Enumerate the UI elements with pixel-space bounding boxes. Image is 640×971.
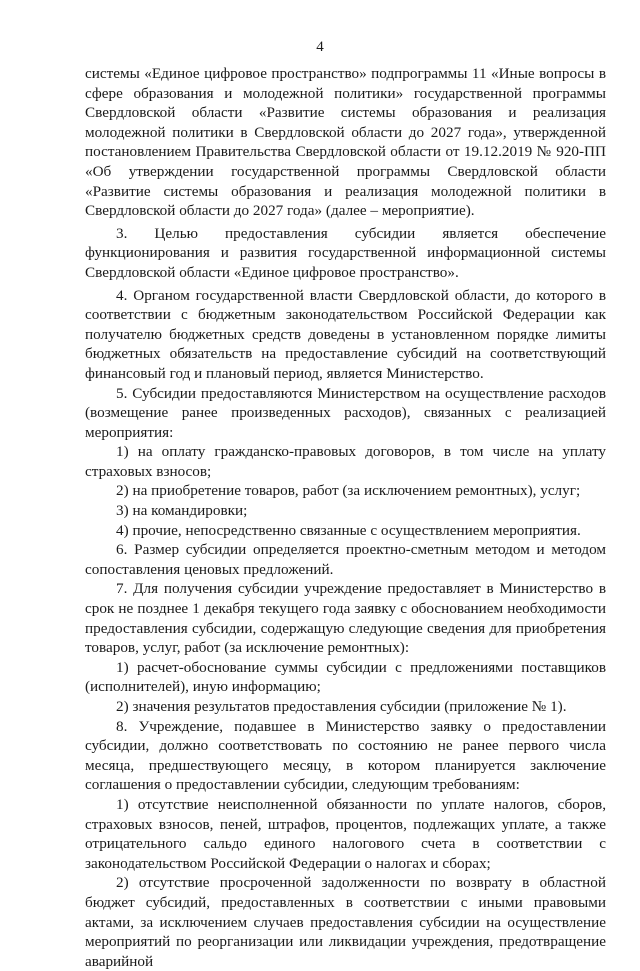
list-item-8-1: 1) отсутствие неисполненной обязанности по уплате налогов, сборов, страховых взносов, пеней, штрафов, процентов, подлежащих уплате, а также отрицательного сальдо единого налогового счета в соответствии с законодательством Российской Федерации о налогах и сборах;: [85, 795, 606, 872]
list-item-5-4: 4) прочие, непосредственно связанные с осуществлением мероприятия.: [116, 521, 581, 539]
paragraph-6-amount: 6. Размер субсидии определяется проектно-сметным методом и методом сопоставления ценовых предложений.: [85, 541, 606, 578]
list-item-8-2: 2) отсутствие просроченной задолженности по возврату в областной бюджет субсидий, предоставленных в соответствии с иными правовыми актами, за исключением случаев предоставления субсидии на осуществление мероприятий по реорганизации или ликвидации учреждения, предотвращение аварийной: [85, 874, 606, 970]
paragraph-3-purpose: 3. Целью предоставления субсидии является обеспечение функционирования и развития государственной информационной системы Свердловской области «Единое цифровое пространство».: [85, 224, 606, 281]
list-item-7-2: 2) значения результатов предоставления субсидии (приложение № 1).: [116, 698, 567, 715]
list-item-5-1: 1) на оплату гражданско-правовых договоров, в том числе на уплату страховых взносов;: [85, 443, 606, 480]
paragraph-4-authority: 4. Органом государственной власти Свердловской области, до которого в соответствии с бюджетным законодательством Российской Федерации как получателю бюджетных средств доведены в установленном порядке лимиты бюджетных обязательств на предоставление субсидий на соответствующий финансовый год и плановый период, является Министерство.: [85, 286, 606, 382]
list-item-5-3: 3) на командировки;: [116, 502, 248, 520]
page-number: 4: [316, 39, 324, 55]
paragraph-7-application: 7. Для получения субсидии учреждение предоставляет в Министерство в срок не позднее 1 декабря текущего года заявку с обоснованием необходимости предоставления субсидии, содержащую следующие сведения для приобретения товаров, услуг, работ (за исключение ремонтных):: [85, 580, 606, 657]
paragraph-5-expenses: 5. Субсидии предоставляются Министерством на осуществление расходов (возмещение ранее произведенных расходов), связанных с реализацией мероприятия:: [85, 384, 606, 441]
paragraph-continuation: системы «Единое цифровое пространство» подпрограммы 11 «Иные вопросы в сфере образования и молодежной политики» государственной программы Свердловской области «Развитие системы образования и реализация молодежной политики в Свердловской области до 2027 года», утвержденной постановлением Правительства Свердловской области от 19.12.2019 № 920-ПП «Об утверждении государственной программы Свердловской области «Развитие системы образования и реализация молодежной политики в Свердловской области до 2027 года» (далее – мероприятие).: [85, 65, 606, 220]
paragraph-8-requirements: 8. Учреждение, подавшее в Министерство заявку о предоставлении субсидии, должно соответствовать по состоянию не ранее первого числа месяца, предшествующего месяцу, в котором планируется заключение соглашения о предоставлении субсидии, следующим требованиям:: [85, 717, 606, 794]
list-item-5-2: 2) на приобретение товаров, работ (за исключением ремонтных), услуг;: [116, 482, 581, 500]
document-body: [85, 64, 606, 971]
list-item-7-1: 1) расчет-обоснование суммы субсидии с предложениями поставщиков (исполнителей), иную информацию;: [85, 658, 606, 696]
